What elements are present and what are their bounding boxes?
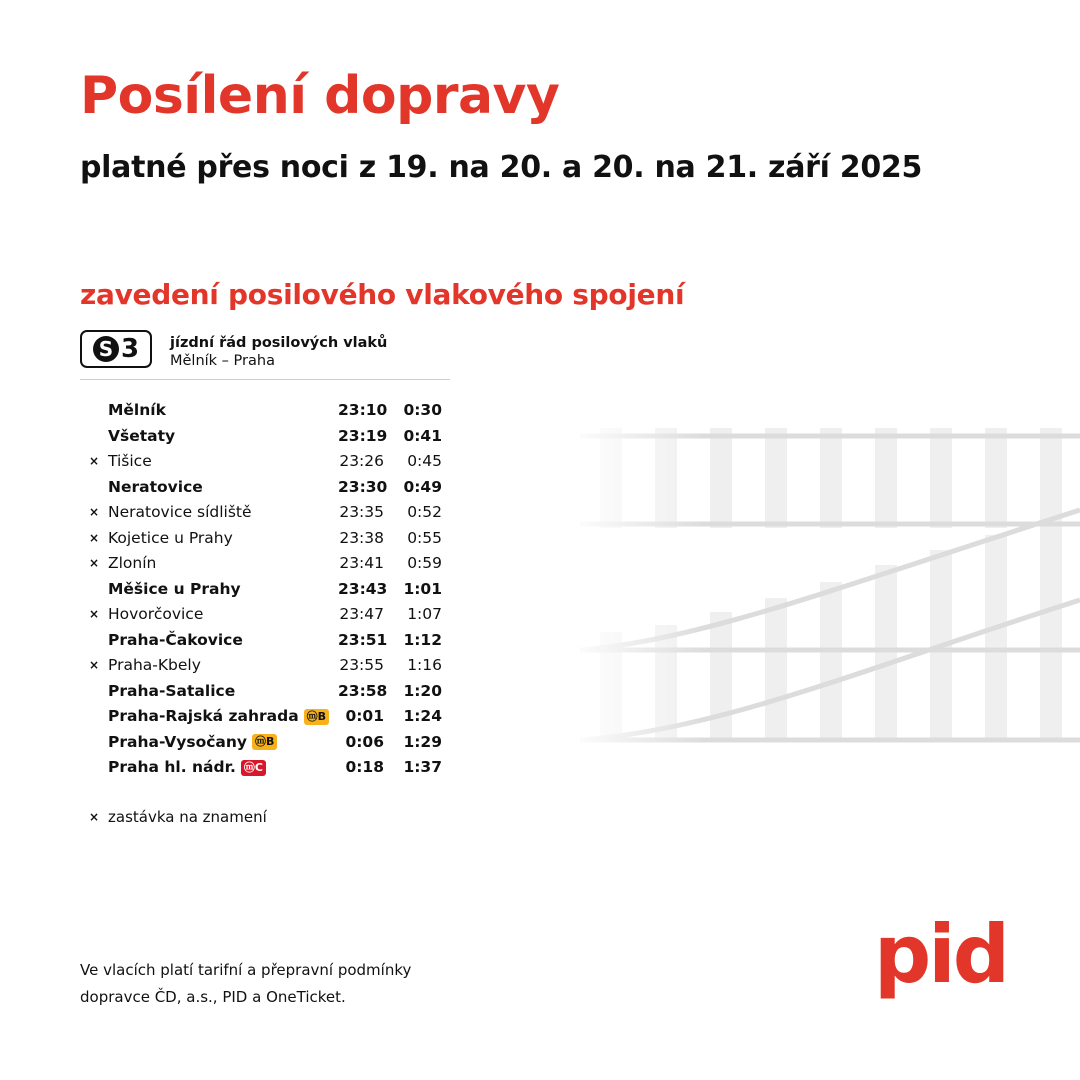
station-name: Neratovice	[108, 477, 203, 496]
request-stop-mark: ×	[89, 607, 100, 621]
departure-time-1: 23:41	[339, 554, 384, 572]
request-stop-mark: ×	[89, 810, 100, 824]
footer-line-1: Ve vlacích platí tarifní a přepravní podmínky	[80, 961, 412, 979]
departure-time-2: 1:07	[407, 605, 442, 623]
timetable-row	[80, 424, 460, 450]
station-name: Měšice u Prahy	[108, 579, 241, 598]
departure-time-1: 23:47	[339, 605, 384, 623]
station-name-cell	[108, 500, 252, 526]
departure-time-2: 0:45	[407, 452, 442, 470]
station-name: Praha-Čakovice	[108, 630, 243, 649]
metro-badge: ⓜB	[252, 734, 277, 750]
timetable-row	[80, 628, 460, 654]
station-name: Mělník	[108, 401, 166, 419]
departure-time-1: 23:55	[339, 656, 384, 674]
timetable-row	[80, 398, 460, 424]
timetable-row	[80, 730, 460, 756]
station-name: Všetaty	[108, 426, 176, 445]
departure-time-2: 0:41	[403, 426, 442, 445]
station-name-cell	[108, 551, 156, 577]
station-name-cell	[108, 602, 203, 628]
route-name: Mělník – Praha	[170, 353, 275, 369]
pid-logo: pid	[874, 908, 1007, 1001]
section-heading: zavedení posilového vlakového spojení	[80, 278, 685, 311]
footer-line-2: dopravce ČD, a.s., PID a OneTicket.	[80, 988, 346, 1006]
timetable-row	[80, 704, 460, 730]
station-name-cell	[108, 526, 233, 552]
departure-time-2: 1:12	[403, 630, 442, 649]
route-info	[170, 334, 387, 370]
departure-time-2: 1:16	[407, 656, 442, 674]
timetable-row	[80, 577, 460, 603]
departure-time-1: 23:10	[338, 401, 388, 419]
departure-time-1: 23:51	[338, 630, 388, 649]
timetable-row	[80, 526, 460, 552]
request-stop-mark: ×	[89, 556, 100, 570]
departure-time-1: 23:35	[339, 503, 384, 521]
request-stop-mark: ×	[89, 454, 100, 468]
departure-time-2: 0:59	[407, 554, 442, 572]
station-name: Kojetice u Prahy	[108, 528, 233, 547]
departure-time-2: 0:49	[403, 477, 442, 496]
departure-time-1: 23:26	[339, 452, 384, 470]
departure-time-1: 23:30	[338, 477, 388, 496]
departure-time-2: 1:01	[403, 579, 442, 598]
line-number: 3	[120, 334, 140, 364]
divider	[80, 379, 450, 380]
request-stop-mark: ×	[89, 530, 100, 545]
station-name-cell	[108, 653, 201, 679]
timetable-row	[80, 679, 460, 705]
station-name: Praha-Rajská zahrada	[108, 707, 299, 725]
departure-time-2: 1:20	[403, 681, 442, 700]
station-name: Praha hl. nádr.	[108, 758, 236, 776]
departure-time-2: 0:30	[403, 401, 442, 419]
station-name: Praha-Satalice	[108, 681, 236, 700]
station-name-cell	[108, 577, 241, 603]
request-stop-mark: ×	[89, 658, 100, 672]
timetable-row	[80, 602, 460, 628]
timetable-row	[80, 449, 460, 475]
station-name-cell	[108, 398, 166, 424]
departure-time-1: 0:06	[345, 732, 384, 751]
railway-tracks-illustration	[580, 400, 1080, 770]
footer-note	[80, 957, 411, 1011]
line-s3-badge	[80, 330, 152, 368]
validity-subtitle: platné přes noci z 19. na 20. a 20. na 21. září 2025	[80, 150, 923, 185]
departure-time-1: 23:19	[338, 426, 388, 445]
departure-time-2: 1:24	[403, 707, 442, 725]
request-stop-mark: ×	[89, 505, 100, 519]
station-name: Zlonín	[108, 554, 157, 572]
station-name: Praha-Vysočany	[108, 732, 248, 751]
departure-time-2: 0:52	[407, 503, 442, 521]
station-name-cell	[108, 449, 152, 475]
station-name-cell	[108, 755, 266, 781]
metro-badge: ⓜB	[304, 709, 329, 725]
departure-time-1: 23:58	[338, 681, 388, 700]
departure-time-1: 0:01	[345, 707, 384, 725]
station-name-cell	[108, 730, 277, 756]
station-name-cell	[108, 628, 243, 654]
station-name: Praha-Kbely	[108, 656, 201, 674]
station-name-cell	[108, 679, 235, 705]
station-name: Tišice	[108, 452, 152, 470]
timetable-row	[80, 755, 460, 781]
station-name-cell	[108, 475, 203, 501]
page-title: Posílení dopravy	[80, 66, 560, 126]
station-name-cell	[108, 424, 175, 450]
departure-time-2: 1:29	[403, 732, 442, 751]
timetable	[80, 398, 460, 781]
s-train-icon: S	[93, 336, 119, 362]
route-title: jízdní řád posilových vlaků	[170, 335, 388, 351]
departure-time-2: 0:55	[407, 528, 442, 547]
station-name: Hovorčovice	[108, 605, 204, 623]
departure-time-2: 1:37	[403, 758, 442, 776]
station-name: Neratovice sídliště	[108, 503, 252, 521]
timetable-row	[80, 551, 460, 577]
departure-time-1: 0:18	[345, 758, 384, 776]
timetable-row	[80, 475, 460, 501]
station-name-cell	[108, 704, 329, 730]
metro-badge: ⓜC	[241, 760, 266, 776]
timetable-row	[80, 500, 460, 526]
departure-time-1: 23:43	[338, 579, 388, 598]
departure-time-1: 23:38	[339, 528, 384, 547]
timetable-row	[80, 653, 460, 679]
legend-text: zastávka na znamení	[108, 808, 267, 826]
